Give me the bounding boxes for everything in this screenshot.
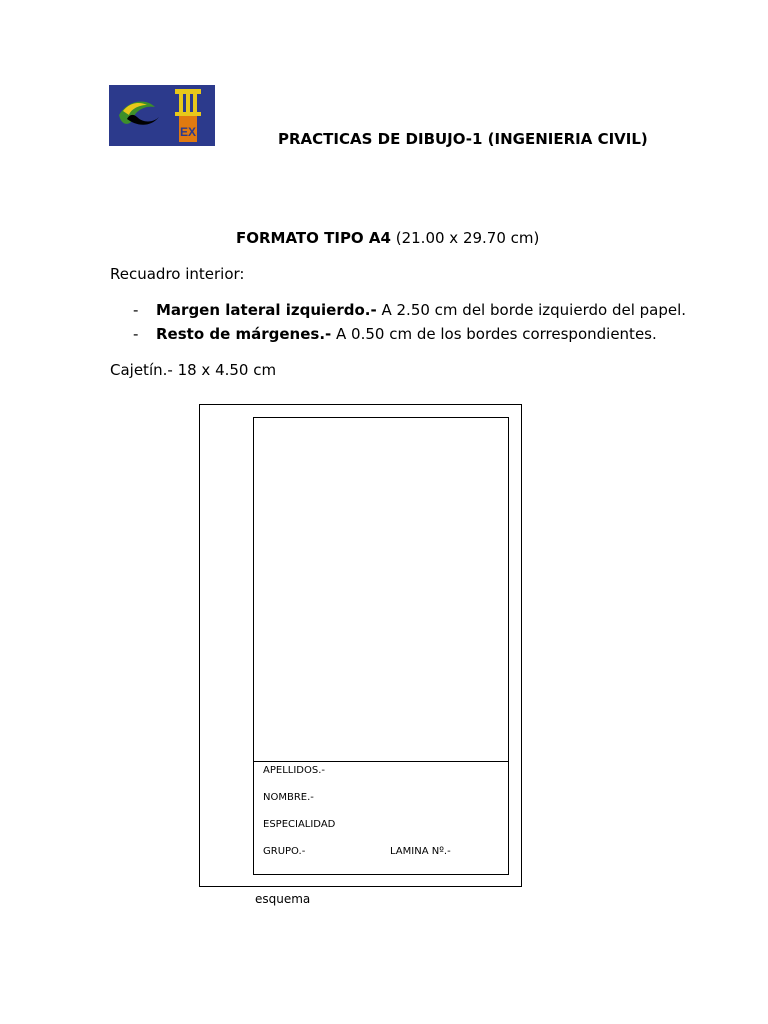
uex-logo-icon [109, 85, 215, 146]
page-title: PRACTICAS DE DIBUJO-1 (INGENIERIA CIVIL) [278, 130, 648, 148]
diagram-caption: esquema [255, 892, 311, 906]
format-label: FORMATO TIPO A4 [236, 229, 391, 247]
title-block [254, 761, 508, 875]
bullet-label: Margen lateral izquierdo.- [156, 301, 377, 319]
field-especialidad: ESPECIALIDAD [263, 819, 336, 830]
university-logo [109, 85, 215, 146]
sheet-inner-frame [253, 417, 509, 875]
bullet-value: A 0.50 cm de los bordes correspondientes. [331, 325, 657, 343]
field-apellidos: APELLIDOS.- [263, 765, 325, 776]
list-item [0, 325, 768, 349]
field-grupo: GRUPO.- [263, 846, 306, 857]
logo-lettering: EX [179, 125, 197, 139]
field-lamina: LAMINA Nº.- [390, 846, 451, 857]
bullet-dash: - [133, 301, 139, 319]
recuadro-label: Recuadro interior: [110, 265, 245, 283]
bullet-label: Resto de márgenes.- [156, 325, 332, 343]
list-item [0, 301, 768, 325]
cajetin-label: Cajetín.- 18 x 4.50 cm [110, 361, 277, 379]
field-nombre: NOMBRE.- [263, 792, 314, 803]
bullet-value: A 2.50 cm del borde izquierdo del papel. [376, 301, 687, 319]
format-dimensions: (21.00 x 29.70 cm) [395, 229, 540, 247]
bullet-dash: - [133, 325, 139, 343]
bullet-text [156, 301, 686, 319]
bullet-text [156, 325, 657, 343]
format-heading [236, 229, 539, 247]
margin-list [0, 301, 768, 349]
